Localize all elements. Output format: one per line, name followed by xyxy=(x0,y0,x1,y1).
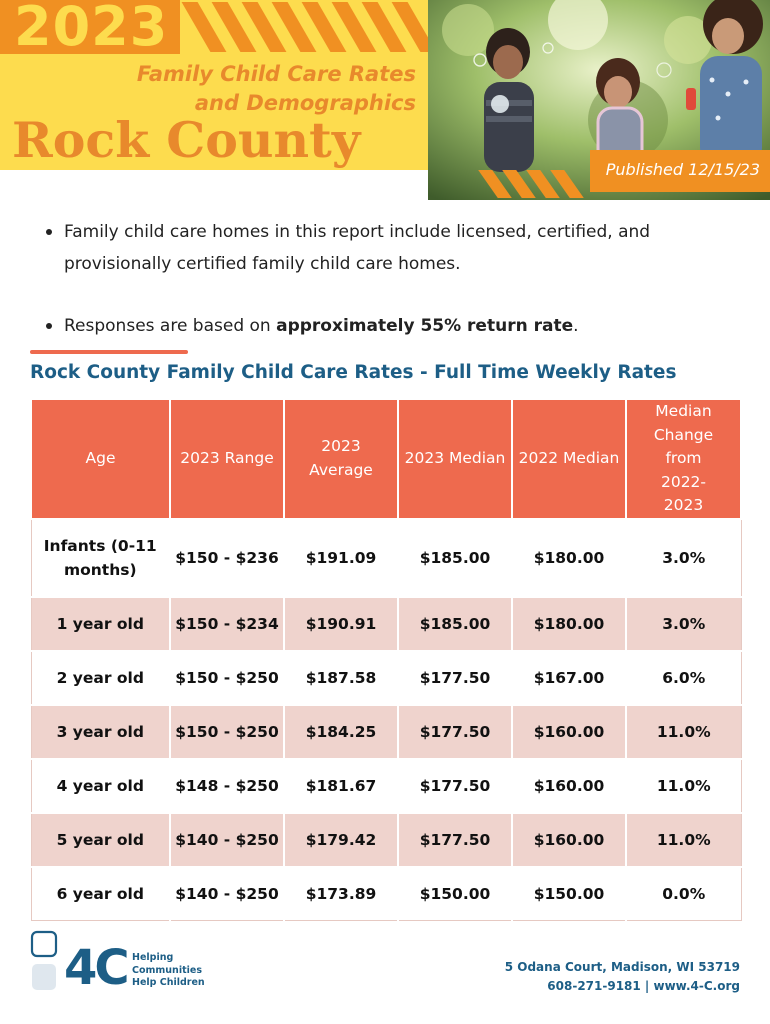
cell-average: $190.91 xyxy=(284,597,398,651)
published-date: Published 12/15/23 xyxy=(605,160,760,179)
subtitle-line-1: Family Child Care Rates xyxy=(136,62,416,86)
cell-age: 3 year old xyxy=(31,705,170,759)
title-panel xyxy=(0,0,428,170)
cell-average: $184.25 xyxy=(284,705,398,759)
logo-tagline-line-2: Communities xyxy=(132,964,202,976)
cell-range: $140 - $250 xyxy=(170,867,284,921)
cell-age: Infants (0-11 months) xyxy=(31,519,170,597)
column-header-median-change: Median Change from 2022-2023 xyxy=(626,399,741,519)
phone-website: 608-271-9181 | www.4-C.org xyxy=(547,979,740,993)
cell-age: 5 year old xyxy=(31,813,170,867)
cell-median-2022: $150.00 xyxy=(512,867,626,921)
cell-age: 1 year old xyxy=(31,597,170,651)
report-year: 2023 xyxy=(14,0,169,58)
column-header-median-2023: 2023 Median xyxy=(398,399,512,519)
cell-average: $187.58 xyxy=(284,651,398,705)
cell-average: $181.67 xyxy=(284,759,398,813)
column-header-median-2022: 2022 Median xyxy=(512,399,626,519)
contact-info xyxy=(505,958,740,996)
table-row xyxy=(31,759,741,813)
cell-median-2022: $180.00 xyxy=(512,519,626,597)
cell-median-change: 11.0% xyxy=(626,759,741,813)
logo-4c-text: 4C xyxy=(64,940,127,994)
cell-median-2022: $160.00 xyxy=(512,759,626,813)
4c-logo xyxy=(30,930,220,994)
cell-age: 4 year old xyxy=(31,759,170,813)
cell-median-2023: $185.00 xyxy=(398,597,512,651)
cell-age: 2 year old xyxy=(31,651,170,705)
cell-median-2023: $177.50 xyxy=(398,651,512,705)
table-row xyxy=(31,867,741,921)
column-header-range: 2023 Range xyxy=(170,399,284,519)
table-row xyxy=(31,597,741,651)
cell-age: 6 year old xyxy=(31,867,170,921)
cell-median-change: 11.0% xyxy=(626,705,741,759)
cell-average: $191.09 xyxy=(284,519,398,597)
county-title: Rock County xyxy=(12,111,361,169)
logo-tagline xyxy=(132,952,205,990)
column-header-average: 2023 Average xyxy=(284,399,398,519)
cell-range: $150 - $250 xyxy=(170,705,284,759)
report-header xyxy=(0,0,770,200)
table-row xyxy=(31,813,741,867)
cell-median-2022: $160.00 xyxy=(512,813,626,867)
logo-tagline-line-3: Help Children xyxy=(132,977,205,988)
table-row xyxy=(31,519,741,597)
cell-median-change: 6.0% xyxy=(626,651,741,705)
cell-median-2022: $167.00 xyxy=(512,651,626,705)
cell-median-2023: $177.50 xyxy=(398,813,512,867)
cell-median-change: 0.0% xyxy=(626,867,741,921)
report-subtitle xyxy=(137,60,416,118)
cell-median-2023: $177.50 xyxy=(398,759,512,813)
cell-median-2022: $180.00 xyxy=(512,597,626,651)
rates-table xyxy=(30,398,742,921)
cell-median-2023: $177.50 xyxy=(398,705,512,759)
cell-median-change: 11.0% xyxy=(626,813,741,867)
4c-logo-mark xyxy=(30,930,130,994)
table-title: Rock County Family Child Care Rates - Full Time Weekly Rates xyxy=(30,362,677,383)
cell-range: $148 - $250 xyxy=(170,759,284,813)
cell-average: $179.42 xyxy=(284,813,398,867)
cell-median-2022: $160.00 xyxy=(512,705,626,759)
note-homes-included: Family child care homes in this report include licensed, certified, and provisionally certified family child care homes. xyxy=(46,216,706,280)
published-badge xyxy=(590,150,770,192)
cell-median-2023: $185.00 xyxy=(398,519,512,597)
return-rate-value: approximately 55% return rate xyxy=(276,316,574,336)
logo-tagline-line-1: Helping xyxy=(132,952,174,963)
cell-median-change: 3.0% xyxy=(626,519,741,597)
note-return-rate xyxy=(46,310,706,342)
cell-range: $150 - $234 xyxy=(170,597,284,651)
column-header-age: Age xyxy=(31,399,170,519)
cell-average: $173.89 xyxy=(284,867,398,921)
subtitle-line-2: and Demographics xyxy=(194,91,416,115)
cell-range: $150 - $250 xyxy=(170,651,284,705)
notes-list xyxy=(46,216,706,342)
cell-range: $150 - $236 xyxy=(170,519,284,597)
address: 5 Odana Court, Madison, WI 53719 xyxy=(504,960,740,974)
section-divider xyxy=(30,350,188,354)
cell-median-change: 3.0% xyxy=(626,597,741,651)
return-rate-suffix: . xyxy=(573,316,579,336)
return-rate-prefix: Responses are based on xyxy=(64,316,277,336)
table-header-row xyxy=(31,399,741,519)
cell-range: $140 - $250 xyxy=(170,813,284,867)
table-row xyxy=(31,705,741,759)
cell-median-2023: $150.00 xyxy=(398,867,512,921)
table-row xyxy=(31,651,741,705)
